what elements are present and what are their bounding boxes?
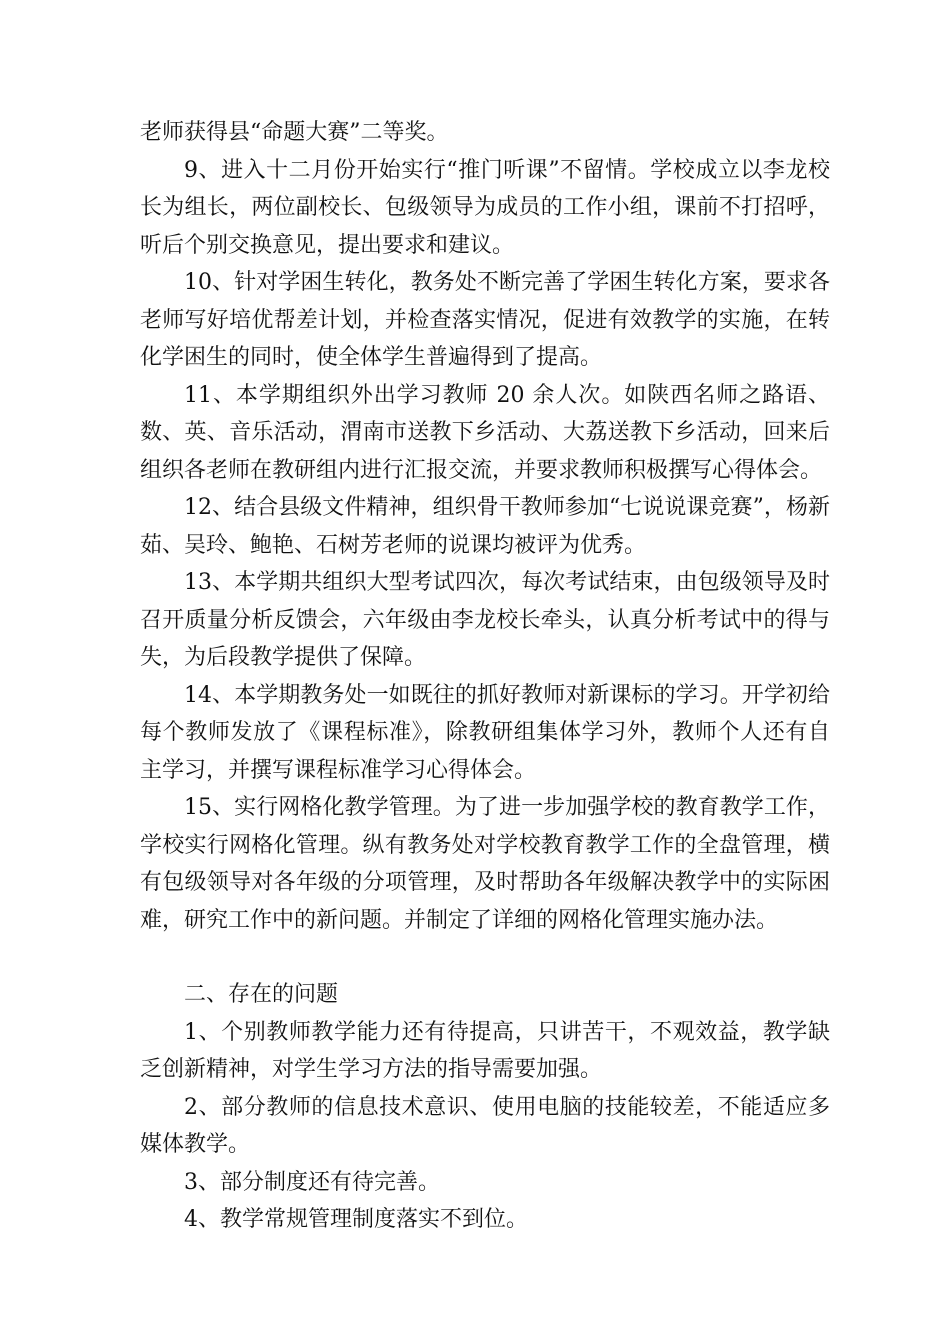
item-13-paragraph: 13、本学期共组织大型考试四次，每次考试结束，由包级领导及时召开质量分析反馈会，六年级由李龙校长牵头，认真分析考试中的得与失，为后段教学提供了保障。 [140,570,830,670]
item-15-paragraph: 15、实行网格化教学管理。为了进一步加强学校的教育教学工作，学校实行网格化管理。纵有教务处对学校教育教学工作的全盘管理，横有包级领导对各年级的分项管理，及时帮助各年级解决教学中的实际困难，研究工作中的新问题。并制定了详细的网格化管理实施办法。 [140,795,830,933]
continuation-paragraph: 老师获得县“命题大赛”二等奖。 [140,120,449,145]
section-heading: 二、存在的问题 [184,982,339,1007]
item-11-paragraph: 11、本学期组织外出学习教师 20 余人次。如陕西名师之路语、数、英、音乐活动，渭南市送教下乡活动、大荔送教下乡活动，回来后组织各老师在教研组内进行汇报交流，并要求教师积极撰写心得体会。 [140,382,830,483]
problem-4-paragraph: 4、教学常规管理制度落实不到位。 [184,1207,528,1232]
problem-2-paragraph: 2、部分教师的信息技术意识、使用电脑的技能较差，不能适应多媒体教学。 [140,1094,830,1157]
item-10-paragraph: 10、针对学困生转化，教务处不断完善了学困生转化方案，要求各老师写好培优帮差计划，并检查落实情况，促进有效教学的实施，在转化学困生的同时，使全体学生普遍得到了提高。 [140,270,830,370]
item-9-paragraph: 9、进入十二月份开始实行“推门听课”不留情。学校成立以李龙校长为组长，两位副校长、包级领导为成员的工作小组，课前不打招呼，听后个别交换意见，提出要求和建议。 [140,157,830,258]
problem-3-paragraph: 3、部分制度还有待完善。 [184,1169,440,1195]
problem-1-paragraph: 1、个别教师教学能力还有待提高，只讲苦干，不观效益，教学缺乏创新精神，对学生学习方法的指导需要加强。 [140,1019,830,1082]
item-12-paragraph: 12、结合县级文件精神，组织骨干教师参加“七说说课竞赛”，杨新茹、吴玲、鲍艳、石树芳老师的说课均被评为优秀。 [140,495,830,558]
item-14-paragraph: 14、本学期教务处一如既往的抓好教师对新课标的学习。开学初给每个教师发放了《课程标准》，除教研组集体学习外，教师个人还有自主学习，并撰写课程标准学习心得体会。 [140,682,830,783]
